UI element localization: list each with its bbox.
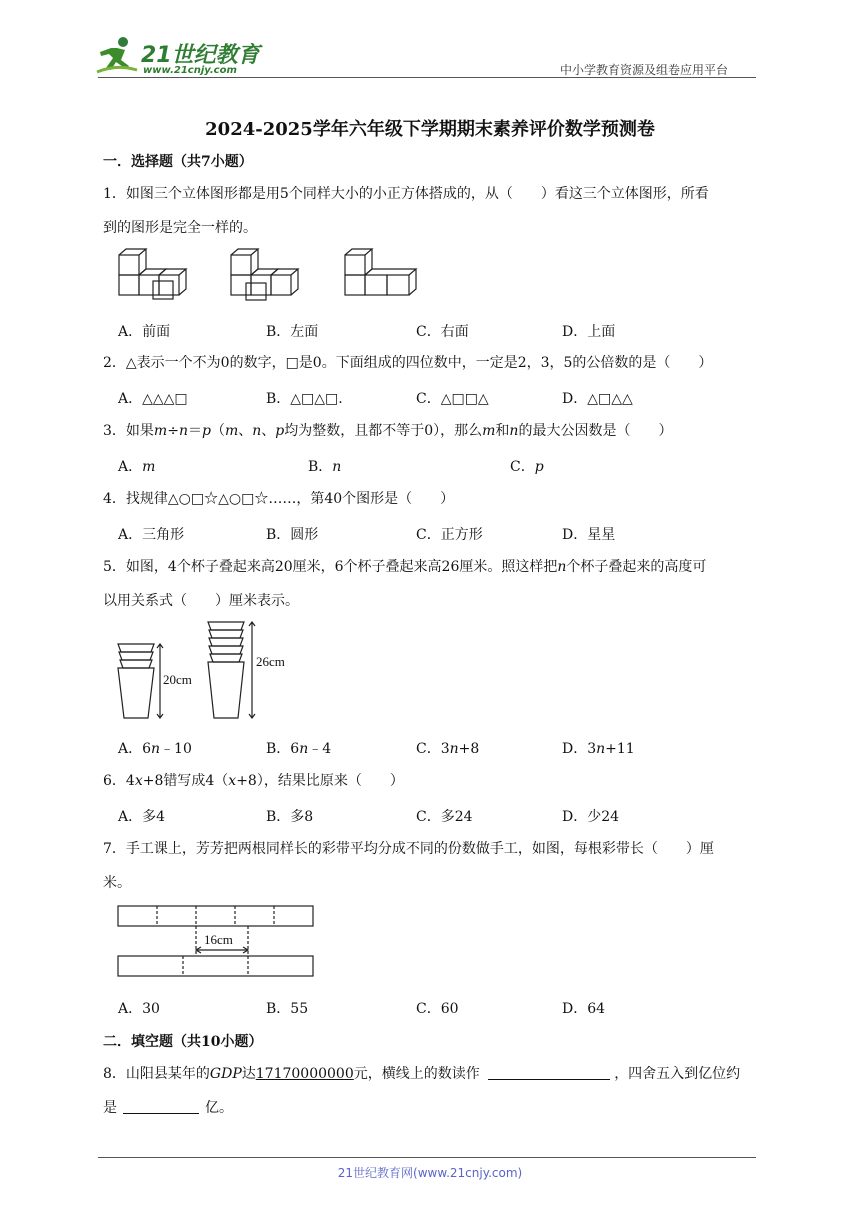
- question-5-line-1: 5．如图，4个杯子叠起来高20厘米，6个杯子叠起来高26厘米。照这样把n个杯子叠起来的高度可: [103, 559, 707, 575]
- question-4: 4．找规律△○□☆△○□☆……，第40个图形是（ ）: [103, 491, 455, 507]
- option-c[interactable]: C．p: [510, 459, 544, 475]
- question-1: [103, 177, 763, 245]
- option-b[interactable]: B．n: [308, 459, 342, 475]
- option-c[interactable]: C．3n+8: [416, 741, 480, 757]
- question-3: 3．如果m÷n＝p（m、n、p均为整数，且都不等于0），那么m和n的最大公因数是（ ）: [103, 423, 673, 439]
- logo-url: www.21cnjy.com: [143, 65, 237, 76]
- page-title: 2024-2025学年六年级下学期期末素养评价数学预测卷: [205, 119, 655, 140]
- option-c[interactable]: C．正方形: [416, 527, 483, 543]
- option-c[interactable]: C．△□□△: [416, 391, 489, 407]
- section-heading-choice: 一．选择题（共7小题）: [103, 154, 253, 170]
- option-b[interactable]: B．多8: [266, 809, 314, 825]
- option-b[interactable]: B．圆形: [266, 527, 319, 543]
- option-d[interactable]: D．64: [562, 1001, 606, 1017]
- option-b[interactable]: B．△□△□.: [266, 391, 343, 407]
- question-7: [103, 832, 763, 900]
- option-b[interactable]: B．55: [266, 1001, 309, 1017]
- option-d[interactable]: D．少24: [562, 809, 620, 825]
- ribbon-label-16cm: 16cm: [204, 932, 233, 947]
- question-1-line-2: 到的图形是完全一样的。: [103, 220, 257, 236]
- option-d[interactable]: D．3n+11: [562, 741, 635, 757]
- option-a[interactable]: A．△△△□: [118, 391, 188, 407]
- question-1-cubes-figure: [118, 245, 418, 301]
- option-a[interactable]: A．三角形: [118, 527, 185, 543]
- option-a[interactable]: A．30: [118, 1001, 160, 1017]
- footer-divider: [98, 1157, 756, 1158]
- answer-blank-2[interactable]: [123, 1099, 199, 1114]
- option-a[interactable]: A．多4: [118, 809, 166, 825]
- option-a[interactable]: A．6n﹣10: [118, 741, 192, 757]
- question-7-line-2: 米。: [103, 875, 131, 891]
- option-d[interactable]: D．星星: [562, 527, 616, 543]
- option-c[interactable]: C．右面: [416, 324, 469, 340]
- option-a[interactable]: A．m: [118, 459, 156, 475]
- question-5-line-2: 以用关系式（ ）厘米表示。: [103, 593, 299, 609]
- option-b[interactable]: B．左面: [266, 324, 319, 340]
- question-8-line-1: 8．山阳县某年的GDP达17170000000元，横线上的数读作 ，四舍五入到亿位约: [103, 1066, 741, 1082]
- option-b[interactable]: B．6n﹣4: [266, 741, 332, 757]
- question-8-line-2: 是 亿。: [103, 1100, 233, 1116]
- option-d[interactable]: D．△□△△: [562, 391, 633, 407]
- logo: [95, 36, 260, 80]
- question-1-line-1: 1．如图三个立体图形都是用5个同样大小的小正方体搭成的，从（ ）看这三个立体图形，所看: [103, 186, 709, 202]
- header-divider: [98, 77, 756, 78]
- option-d[interactable]: D．上面: [562, 324, 616, 340]
- footer-text: 21世纪教育网(www.21cnjy.com): [337, 1166, 523, 1180]
- cups-label-20cm: 20cm: [163, 672, 192, 687]
- question-8: [103, 1057, 763, 1125]
- cups-label-26cm: 26cm: [256, 654, 285, 669]
- option-c[interactable]: C．多24: [416, 809, 473, 825]
- option-a[interactable]: A．前面: [118, 324, 171, 340]
- section-heading-fill-in: 二．填空题（共10小题）: [103, 1034, 263, 1050]
- runner-logo-icon: [95, 36, 139, 76]
- header-platform-text: 中小学教育资源及组卷应用平台: [560, 63, 729, 77]
- question-6: 6．4x+8错写成4（x+8），结果比原来（ ）: [103, 773, 404, 789]
- question-7-ribbons-figure: [117, 904, 317, 978]
- option-c[interactable]: C．60: [416, 1001, 459, 1017]
- question-7-line-1: 7．手工课上，芳芳把两根同样长的彩带平均分成不同的份数做手工，如图，每根彩带长（ ）厘: [103, 841, 714, 857]
- answer-blank-1[interactable]: [488, 1065, 610, 1080]
- logo-text: 21世纪教育: [141, 43, 260, 68]
- question-5-cups-figure: [114, 618, 314, 724]
- question-5: [103, 550, 763, 618]
- question-2: 2．△表示一个不为0的数字，□是0。下面组成的四位数中，一定是2，3，5的公倍数的是（ ）: [103, 355, 713, 371]
